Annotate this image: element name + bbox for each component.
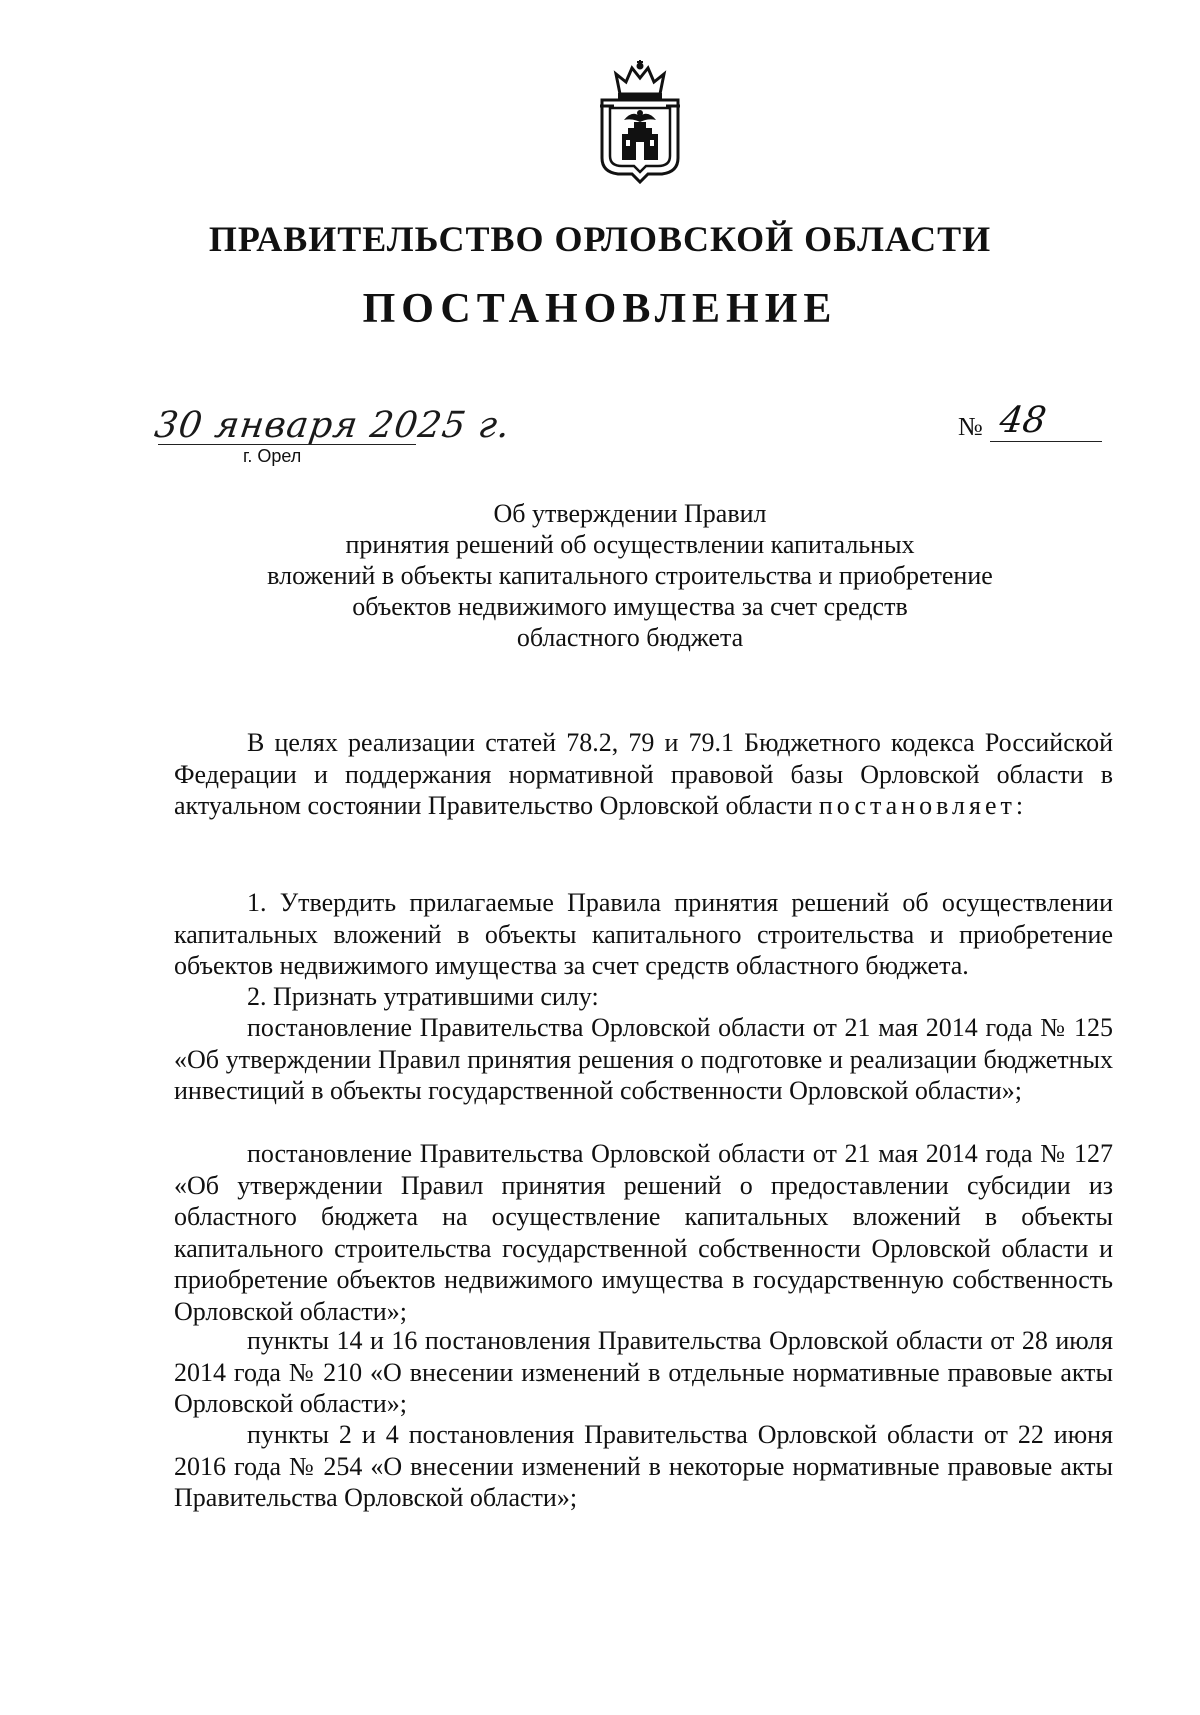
- repeal-paragraph-1: постановление Правительства Орловской области от 21 мая 2014 года № 125 «Об утверждении Правил принятия решения о подготовке и реализации бюджетных инвестиций в объекты государственной собственности Орловской области»;: [174, 1013, 1113, 1105]
- title-line: областного бюджета: [516, 623, 744, 652]
- title-line: объектов недвижимого имущества за счет средств: [352, 592, 908, 621]
- city-label: г. Орел: [243, 446, 302, 466]
- organization-name: ПРАВИТЕЛЬСТВО ОРЛОВСКОЙ ОБЛАСТИ: [208, 219, 992, 259]
- document-number: 48: [997, 400, 1049, 441]
- date-underline: [158, 444, 416, 445]
- item-1-paragraph: 1. Утвердить прилагаемые Правила принятия решений об осуществлении капитальных вложений в объекты капитального строительства и приобретение объектов недвижимого имущества за счет средств областного бюджета.: [174, 888, 1113, 980]
- decree-word: постановляет:: [818, 791, 1028, 820]
- document-title: [160, 498, 1100, 653]
- preamble-text: В целях реализации статей 78.2, 79 и 79.1 Бюджетного кодекса Российской Федерации и поддержания нормативной правовой базы Орловской области в актуальном состоянии Правительство Орловской области: [174, 728, 1113, 820]
- document-date: 30 января 2025 г.: [152, 405, 514, 446]
- repeal-paragraph-4: пункты 2 и 4 постановления Правительства Орловской области от 22 июня 2016 года № 254 «О внесении изменений в некоторые нормативные правовые акты Правительства Орловской области»;: [174, 1420, 1113, 1512]
- item-2-paragraph: 2. Признать утратившими силу:: [247, 982, 599, 1011]
- document-type: ПОСТАНОВЛЕНИЕ: [362, 286, 838, 332]
- preamble-paragraph: [174, 727, 1113, 822]
- number-underline: [990, 441, 1102, 442]
- title-line: принятия решений об осуществлении капитальных: [345, 530, 915, 559]
- orel-oblast-coat-of-arms-icon: [594, 60, 686, 184]
- title-line: Об утверждении Правил: [493, 499, 767, 528]
- repeal-paragraph-2: постановление Правительства Орловской области от 21 мая 2014 года № 127 «Об утверждении Правил принятия решений о предоставлении субсидии из областного бюджета на осуществление капитальных вложений в объекты капитального строительства государственной собственности Орловской области и приобретение объектов недвижимого имущества в государственную собственность Орловской области»;: [174, 1139, 1113, 1326]
- number-label: №: [958, 412, 983, 441]
- title-line: вложений в объекты капитального строительства и приобретение: [267, 561, 993, 590]
- repeal-paragraph-3: пункты 14 и 16 постановления Правительства Орловской области от 28 июля 2014 года № 210 «О внесении изменений в отдельные нормативные правовые акты Орловской области»;: [174, 1326, 1113, 1418]
